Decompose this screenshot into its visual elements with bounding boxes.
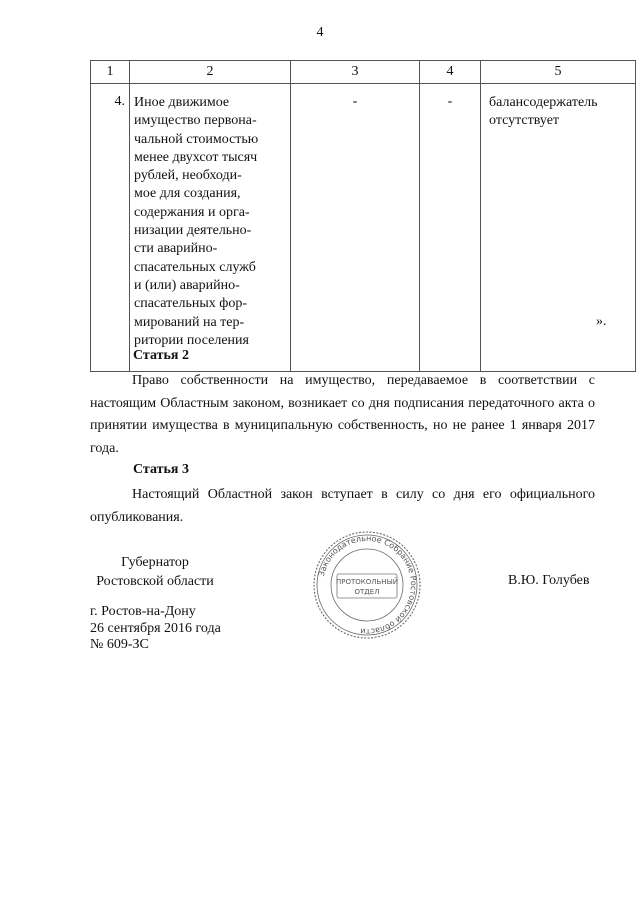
official-stamp [312, 530, 422, 640]
header-col-5: 5 [481, 61, 636, 84]
article-2-title: Статья 2 [133, 348, 189, 363]
place-city: г. Ростов-на-Дону [90, 604, 196, 619]
place-date-block [90, 604, 221, 654]
row-col3-value: - [291, 84, 420, 372]
header-col-2: 2 [130, 61, 291, 84]
row-col4-value: - [420, 84, 481, 372]
place-date: 26 сентября 2016 года [90, 620, 221, 636]
law-number: № 609-ЗС [90, 637, 149, 652]
table-row [91, 84, 636, 372]
closing-quote: ». [596, 314, 607, 329]
stamp-inner-line1: ПРОТОКОЛЬНЫЙ [335, 578, 399, 586]
stamp-ring-text: Законодательное Собрание Ростовской области [316, 533, 419, 637]
row-number: 4. [91, 84, 130, 372]
property-table [90, 60, 636, 372]
article-3-title: Статья 3 [133, 462, 189, 477]
table-header-row [91, 61, 636, 84]
row-balance-holder: балансодержатель отсутствует [481, 84, 636, 372]
row-property-name: Иное движимое имущество первона- чальной стоимостью менее двухсот тысяч рублей, необходи- мое для создания, содержания и орга- низации деятельно- сти аварийно- спасательных служб и (или) аварийно- спасательных фор- мирований на тер- ритории поселения [130, 84, 291, 372]
header-col-4: 4 [420, 61, 481, 84]
signer-name: В.Ю. Голубев [508, 573, 590, 588]
page-number: 4 [316, 25, 324, 40]
governor-title [90, 554, 220, 591]
header-col-1: 1 [91, 61, 130, 84]
governor-title-line2: Ростовской области [96, 573, 214, 589]
governor-title-line1: Губернатор [121, 555, 189, 570]
stamp-inner-line2: ОТДЕЛ [354, 588, 380, 596]
article-3-text: Настоящий Областной закон вступает в силу со дня его официального опубликования. [90, 487, 595, 525]
article-2-text: Право собственности на имущество, передаваемое в соответствии с настоящим Областным законом, возникает со дня подписания передаточного акта о принятии имущества в муниципальную собственность, но не ранее 1 января 2017 года. [90, 373, 595, 456]
header-col-3: 3 [291, 61, 420, 84]
